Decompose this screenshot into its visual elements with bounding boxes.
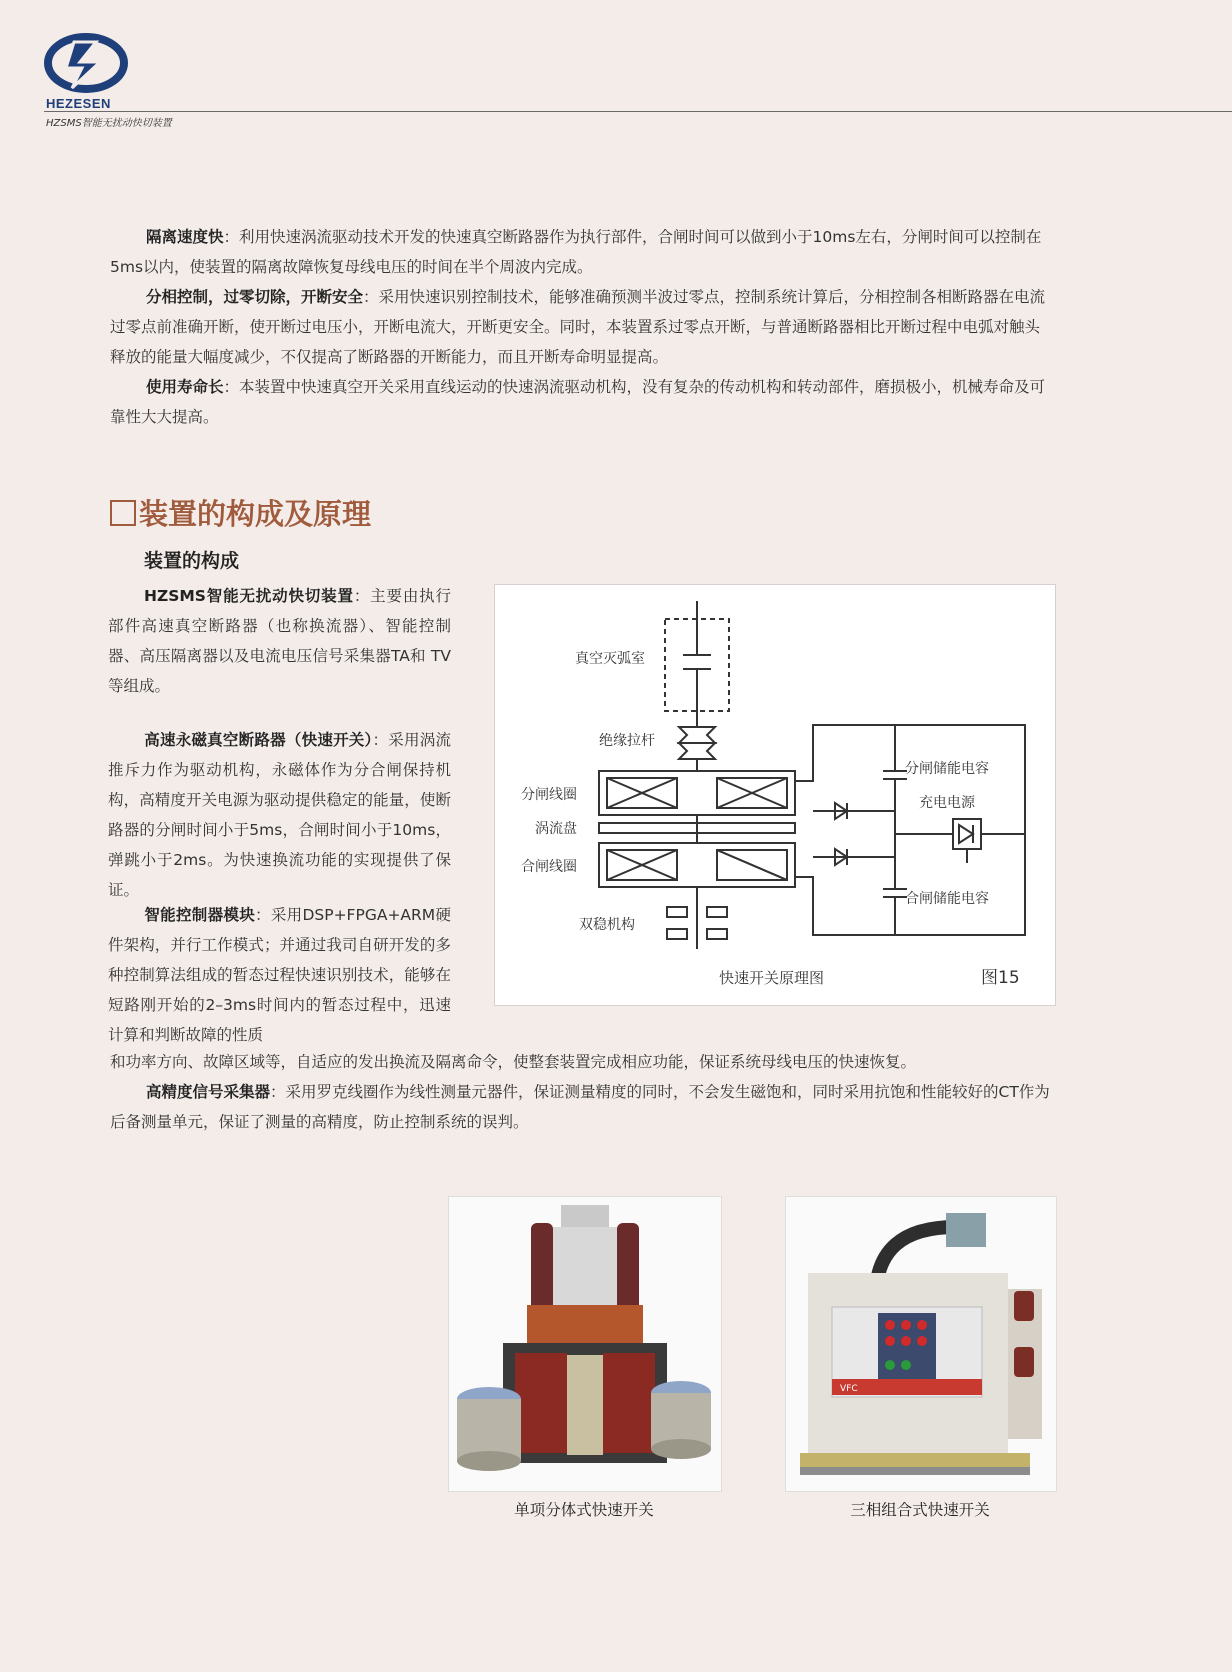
label-charging-power: 充电电源	[919, 795, 975, 811]
label-open-coil: 分闸线圈	[521, 787, 577, 803]
label-eddy-disc: 涡流盘	[535, 821, 577, 837]
fast-switch-schematic	[494, 584, 1056, 1006]
intro-lead: 隔离速度快	[146, 228, 224, 246]
brand-name: HEZESEN	[46, 96, 111, 111]
label-open-capacitor: 分闸储能电容	[905, 761, 989, 777]
header-divider	[44, 111, 1232, 112]
intro-lead: 分相控制，过零切除，开断安全	[146, 288, 364, 306]
composition-text: ：采用罗克线圈作为线性测量元器件，保证测量精度的同时，不会发生磁饱和，同时采用抗饱和性能较好的CT作为后备测量单元，保证了测量的高精度，防止控制系统的误判。	[110, 1083, 1050, 1131]
composition-lead: HZSMS智能无扰动快切装置	[144, 587, 354, 605]
panel-label: VFC	[840, 1384, 858, 1394]
label-close-capacitor: 合闸储能电容	[905, 891, 989, 907]
label-insulating-rod: 绝缘拉杆	[599, 733, 655, 749]
intro-text: ：利用快速涡流驱动技术开发的快速真空断路器作为执行部件，合闸时间可以做到小于10ms左右，分闸时间可以控制在5ms以内，使装置的隔离故障恢复母线电压的时间在半个周波内完成。	[110, 228, 1042, 276]
photo-caption-left: 单项分体式快速开关	[514, 1501, 654, 1519]
composition-paragraph-controller-cont	[110, 1047, 1055, 1077]
intro-paragraph-isolation	[110, 222, 1055, 282]
composition-text: ：采用涡流推斥力作为驱动机构，永磁体作为分合闸保持机构，高精度开关电源为驱动提供稳定的能量，使断路器的分闸时间小于5ms，合闸时间小于10ms，弹跳小于2ms。为快速换流功能的实现提供了保证。	[108, 731, 451, 899]
photo-caption-right: 三相组合式快速开关	[850, 1501, 990, 1519]
diagram-caption: 快速开关原理图	[719, 969, 825, 987]
composition-paragraph-device	[108, 581, 451, 701]
composition-paragraph-controller	[108, 900, 451, 1050]
header-subtitle: HZSMS智能无扰动快切装置	[46, 118, 172, 129]
intro-paragraph-lifetime	[110, 372, 1055, 432]
label-bistable: 双稳机构	[579, 917, 635, 933]
intro-paragraph-phase-control	[110, 282, 1055, 372]
intro-text: ：采用快速识别控制技术，能够准确预测半波过零点，控制系统计算后，分相控制各相断路器在电流过零点前准确开断，使开断过电压小，开断电流大，开断更安全。同时，本装置系过零点开断，与普通断路器相比开断过程中电弧对触头释放的能量大幅度减少，不仅提高了断路器的开断能力，而且开断寿命明显提高。	[110, 288, 1046, 366]
composition-lead: 智能控制器模块	[144, 906, 256, 924]
figure-number: 图15	[981, 968, 1020, 988]
intro-text: ：本装置中快速真空开关采用直线运动的快速涡流驱动机构，没有复杂的传动机构和转动部件，磨损极小，机械寿命及可靠性大大提高。	[110, 378, 1046, 426]
section-title: 装置的构成及原理	[110, 492, 371, 533]
composition-paragraph-sampler	[110, 1077, 1055, 1137]
label-vacuum-chamber: 真空灭弧室	[575, 651, 645, 667]
section-marker-icon	[110, 500, 136, 526]
composition-lead: 高精度信号采集器	[146, 1083, 271, 1101]
composition-paragraph-breaker	[108, 725, 451, 905]
label-close-coil: 合闸线圈	[521, 859, 577, 875]
intro-lead: 使用寿命长	[146, 378, 224, 396]
composition-text: 和功率方向、故障区域等，自适应的发出换流及隔离命令，使整套装置完成相应功能，保证系统母线电压的快速恢复。	[110, 1053, 917, 1071]
photo-three-phase-switch	[785, 1196, 1057, 1492]
photo-single-phase-switch	[448, 1196, 722, 1492]
composition-lead: 高速永磁真空断路器（快速开关）	[144, 731, 373, 749]
composition-text: ：主要由执行部件高速真空断路器（也称换流器）、智能控制器、高压隔离器以及电流电压信号采集器TA和 TV等组成。	[108, 587, 451, 695]
composition-text: ：采用DSP+FPGA+ARM硬件架构，并行工作模式；并通过我司自研开发的多种控制算法组成的暂态过程快速识别技术，能够在短路刚开始的2–3ms时间内的暂态过程中，迅速计算和判断故障的性质	[108, 906, 451, 1044]
section-subtitle: 装置的构成	[144, 550, 240, 572]
